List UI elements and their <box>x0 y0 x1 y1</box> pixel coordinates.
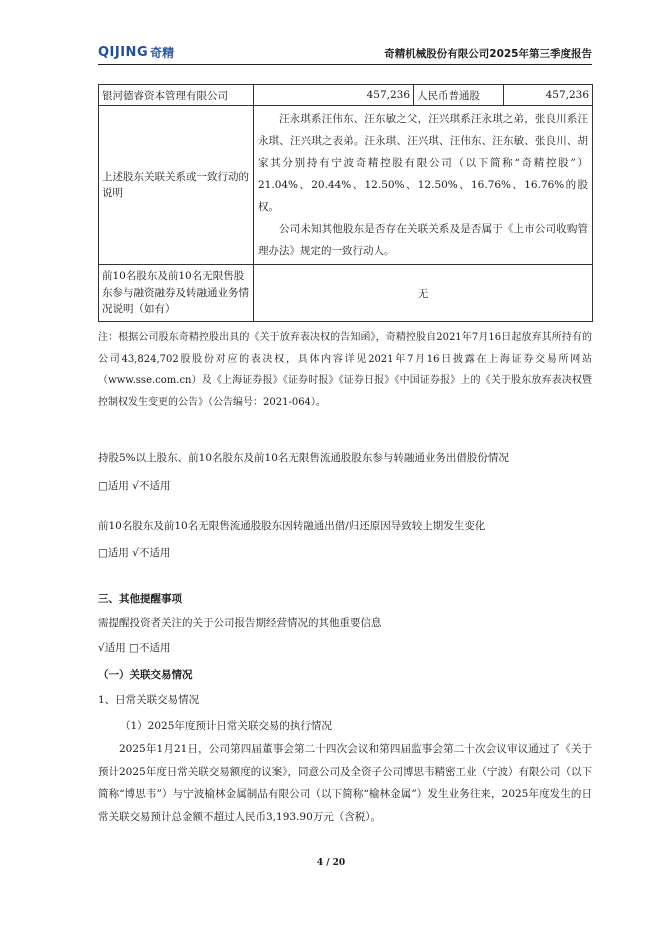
share-quantity: 457,236 <box>254 85 414 106</box>
report-title: 奇精机械股份有限公司2025年第三季度报告 <box>384 48 592 60</box>
relationship-description <box>254 106 593 265</box>
shareholder-name: 银河德睿资本管理有限公司 <box>99 85 254 106</box>
change-section-title: 前10名股东及前10名无限售流通股股东因转融通出借/归还原因导致较上期发生变化 <box>98 520 486 532</box>
relationship-label: 上述股东关联关系或一致行动的说明 <box>99 106 254 265</box>
section-options: √适用 □不适用 <box>98 642 171 654</box>
body-paragraph: 2025年1月21日，公司第四届董事会第二十四次会议和第四届监事会第二十次会议审议通过了《关于预计2025年度日常关联交易额度的议案》，同意公司及全资子公司博思韦精密工业（宁波）有限公司（以下简称“博思韦”）与宁波榆林金属制品有限公司（以下简称“榆林金属”）发生业务往来，2025年度发生的日常关联交易预计总金额不超过人民币3,193.90万元（含税）。 <box>98 743 592 823</box>
logo-wordmark: QIJING <box>98 44 149 60</box>
table-row <box>99 85 593 106</box>
page-header <box>98 42 592 65</box>
share-type: 人民币普通股 <box>414 85 504 106</box>
relationship-para-1: 汪永琪系汪伟东、汪东敏之父，汪兴琪系汪永琪之弟，张良川系汪永琪、汪兴琪之表弟。汪永琪、汪兴琪、汪伟东、汪东敏、张良川、胡家其分别持有宁波奇精控股有限公司（以下简称“奇精控股”）21.04%、20.44%、12.50%、12.50%、16.76%、16.76%的股权。 <box>258 113 588 213</box>
logo-chinese: 奇精 <box>150 45 175 60</box>
subsection-heading: （一）关联交易情况 <box>98 669 193 681</box>
table-row <box>99 106 593 265</box>
margin-trading-label: 前10名股东及前10名无限售股东参与融资融券及转融通业务情况说明（如有） <box>99 265 254 322</box>
section-description: 需提醒投资者关注的关于公司报告期经营情况的其他重要信息 <box>98 617 382 629</box>
page-number: 4 / 20 <box>316 858 346 868</box>
company-logo <box>98 44 198 60</box>
note-paragraph: 注：根据公司股东奇精控股出具的《关于放弃表决权的告知函》，奇精控股自2021年7月16日起放弃其所持有的公司43,824,702股股份对应的表决权，具体内容详见2021年7月16日披露在上海证券交易所网站（www.sse.com.cn）及《上海证券报》《证券时报》《证券日报》《中国证券报》上的《关于股东放弃表决权暨控制权发生变更的公告》（公告编号：2021-064）。 <box>98 332 592 408</box>
item-heading: 1、日常关联交易情况 <box>98 694 200 706</box>
margin-trading-value: 无 <box>254 265 593 322</box>
share-type-quantity: 457,236 <box>504 85 593 106</box>
change-options: □适用 √不适用 <box>98 547 171 559</box>
table-row <box>99 265 593 322</box>
subitem-heading: （1）2025年度预计日常关联交易的执行情况 <box>120 720 332 732</box>
lending-options: □适用 √不适用 <box>98 480 171 492</box>
section-heading: 三、其他提醒事项 <box>98 593 182 605</box>
shareholder-table <box>98 84 593 322</box>
relationship-para-2: 公司未知其他股东是否存在关联关系及是否属于《上市公司收购管理办法》规定的一致行动人。 <box>258 223 588 257</box>
lending-section-title: 持股5%以上股东、前10名股东及前10名无限售流通股股东参与转融通业务出借股份情况 <box>98 452 509 464</box>
